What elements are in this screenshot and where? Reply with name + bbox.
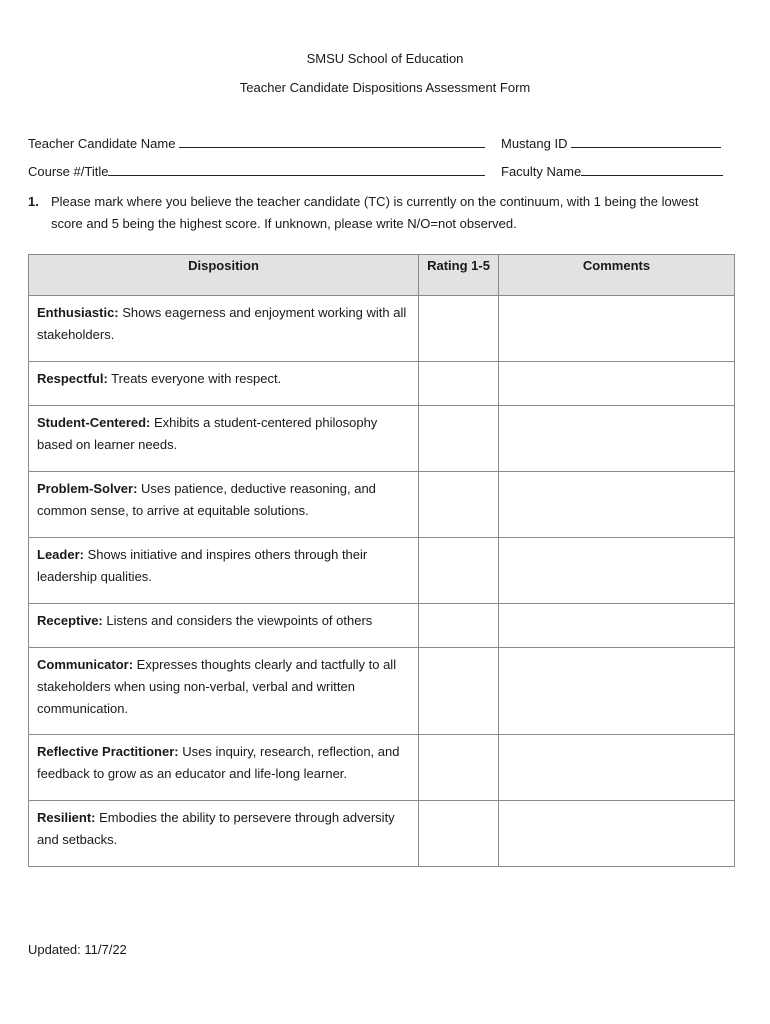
course-label: Course #/Title xyxy=(28,164,109,179)
course-field[interactable] xyxy=(108,164,485,176)
disposition-desc: Uses inquiry, research, reflection, and feedback to grow as an educator and life-long learner. xyxy=(37,744,400,781)
comment-cell[interactable] xyxy=(499,406,735,472)
table-row xyxy=(29,296,735,362)
disposition-desc: Treats everyone with respect. xyxy=(107,371,282,386)
rating-cell[interactable] xyxy=(419,362,499,406)
table-row xyxy=(29,406,735,472)
table-row xyxy=(29,362,735,406)
header-comments: Comments xyxy=(499,255,735,296)
form-title: Teacher Candidate Dispositions Assessment Form xyxy=(239,80,531,95)
disposition-cell xyxy=(29,472,419,538)
disposition-cell xyxy=(29,362,419,406)
disposition-desc: Expresses thoughts clearly and tactfully to all stakeholders when using non-verbal, verbal and written communication. xyxy=(37,657,397,716)
disposition-name: Resilient: xyxy=(37,810,96,825)
disposition-name: Reflective Practitioner: xyxy=(37,744,179,759)
table-header-row xyxy=(29,255,735,296)
rating-cell[interactable] xyxy=(419,296,499,362)
disposition-cell xyxy=(29,296,419,362)
disposition-cell xyxy=(29,406,419,472)
disposition-cell xyxy=(29,735,419,801)
disposition-cell xyxy=(29,604,419,648)
table-row xyxy=(29,648,735,735)
disposition-desc: Exhibits a student-centered philosophy based on learner needs. xyxy=(37,415,378,452)
disposition-desc: Shows eagerness and enjoyment working with all stakeholders. xyxy=(37,305,407,342)
disposition-name: Enthusiastic: xyxy=(37,305,119,320)
disposition-desc: Embodies the ability to persevere through adversity and setbacks. xyxy=(37,810,395,847)
faculty-field[interactable] xyxy=(581,164,723,176)
mustang-id-row xyxy=(501,136,721,151)
disposition-name: Receptive: xyxy=(37,613,103,628)
rating-cell[interactable] xyxy=(419,538,499,604)
header-disposition: Disposition xyxy=(29,255,419,296)
school-name: SMSU School of Education xyxy=(306,51,464,66)
table-row xyxy=(29,538,735,604)
comment-cell[interactable] xyxy=(499,801,735,867)
comment-cell[interactable] xyxy=(499,604,735,648)
faculty-row xyxy=(501,164,723,179)
rating-cell[interactable] xyxy=(419,648,499,735)
comment-cell[interactable] xyxy=(499,296,735,362)
rating-cell[interactable] xyxy=(419,472,499,538)
rating-cell[interactable] xyxy=(419,801,499,867)
candidate-name-label: Teacher Candidate Name xyxy=(28,136,176,151)
disposition-desc: Uses patience, deductive reasoning, and common sense, to arrive at equitable solutions. xyxy=(37,481,376,518)
comment-cell[interactable] xyxy=(499,472,735,538)
mustang-id-field[interactable] xyxy=(571,136,721,148)
candidate-name-field[interactable] xyxy=(179,136,485,148)
comment-cell[interactable] xyxy=(499,362,735,406)
mustang-id-label: Mustang ID xyxy=(501,136,568,151)
disposition-name: Communicator: xyxy=(37,657,134,672)
table-row xyxy=(29,735,735,801)
rating-cell[interactable] xyxy=(419,406,499,472)
dispositions-table xyxy=(28,254,735,867)
comment-cell[interactable] xyxy=(499,538,735,604)
disposition-cell xyxy=(29,538,419,604)
instructions xyxy=(28,191,718,235)
instruction-text: Please mark where you believe the teacher candidate (TC) is currently on the continuum, with 1 being the lowest score and 5 being the highest score. If unknown, please write N/O=not observed. xyxy=(51,194,699,231)
updated-date: Updated: 11/7/22 xyxy=(28,942,127,957)
disposition-name: Leader: xyxy=(37,547,84,562)
header-rating: Rating 1-5 xyxy=(419,255,499,296)
rating-cell[interactable] xyxy=(419,735,499,801)
faculty-label: Faculty Name xyxy=(501,164,582,179)
disposition-desc: Shows initiative and inspires others through their leadership qualities. xyxy=(37,547,368,584)
table-row xyxy=(29,801,735,867)
disposition-cell xyxy=(29,801,419,867)
table-row xyxy=(29,472,735,538)
course-row xyxy=(28,164,485,179)
comment-cell[interactable] xyxy=(499,735,735,801)
disposition-name: Student-Centered: xyxy=(37,415,151,430)
disposition-name: Problem-Solver: xyxy=(37,481,138,496)
rating-cell[interactable] xyxy=(419,604,499,648)
instruction-number: 1. xyxy=(28,194,39,209)
disposition-name: Respectful: xyxy=(37,371,108,386)
disposition-desc: Listens and considers the viewpoints of others xyxy=(102,613,373,628)
candidate-name-row xyxy=(28,136,485,151)
table-row xyxy=(29,604,735,648)
comment-cell[interactable] xyxy=(499,648,735,735)
disposition-cell xyxy=(29,648,419,735)
